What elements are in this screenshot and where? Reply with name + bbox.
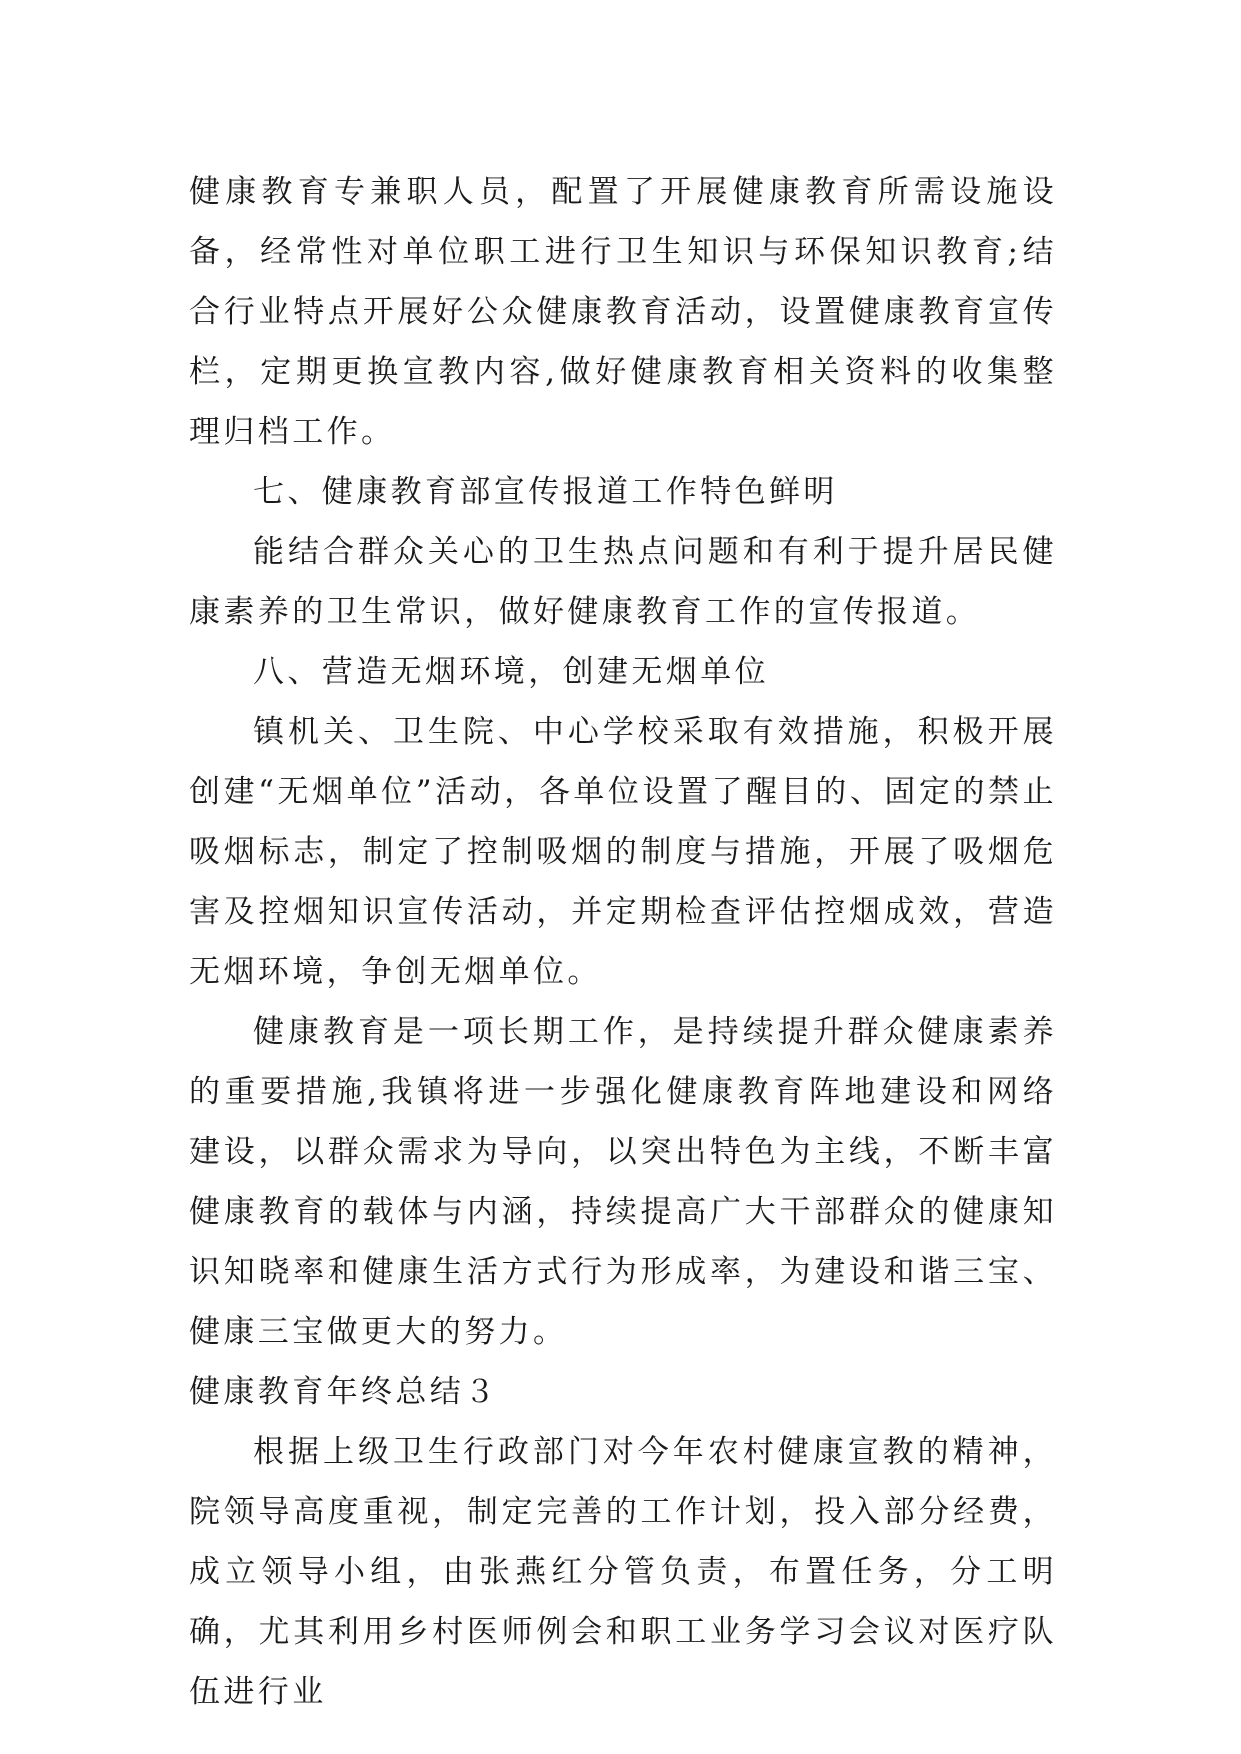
document-body: [189, 162, 1057, 1722]
paragraph: 健康教育专兼职人员，配置了开展健康教育所需设施设备，经常性对单位职工进行卫生知识与环保知识教育;结合行业特点开展好公众健康教育活动，设置健康教育宣传栏，定期更换宣教内容,做好健康教育相关资料的收集整理归档工作。: [189, 174, 1057, 450]
paragraph: 健康教育是一项长期工作，是持续提升群众健康素养的重要措施,我镇将进一步强化健康教育阵地建设和网络建设，以群众需求为导向，以突出特色为主线，不断丰富健康教育的载体与内涵，持续提高广大干部群众的健康知识知晓率和健康生活方式行为形成率，为建设和谐三宝、健康三宝做更大的努力。: [189, 1014, 1057, 1350]
paragraph: 镇机关、卫生院、中心学校采取有效措施，积极开展创建“无烟单位”活动，各单位设置了醒目的、固定的禁止吸烟标志，制定了控制吸烟的制度与措施，开展了吸烟危害及控烟知识宣传活动，并定期检查评估控烟成效，营造无烟环境，争创无烟单位。: [189, 714, 1057, 990]
paragraph: 能结合群众关心的卫生热点问题和有利于提升居民健康素养的卫生常识，做好健康教育工作的宣传报道。: [189, 534, 1057, 630]
section-heading: 八、营造无烟环境，创建无烟单位: [253, 654, 769, 690]
paragraph: 根据上级卫生行政部门对今年农村健康宣教的精神，院领导高度重视，制定完善的工作计划，投入部分经费，成立领导小组，由张燕红分管负责，布置任务，分工明确，尤其利用乡村医师例会和职工业务学习会议对医疗队伍进行业: [189, 1434, 1057, 1710]
document-title: 健康教育年终总结３: [189, 1374, 499, 1410]
section-heading: 七、健康教育部宣传报道工作特色鲜明: [253, 474, 838, 510]
